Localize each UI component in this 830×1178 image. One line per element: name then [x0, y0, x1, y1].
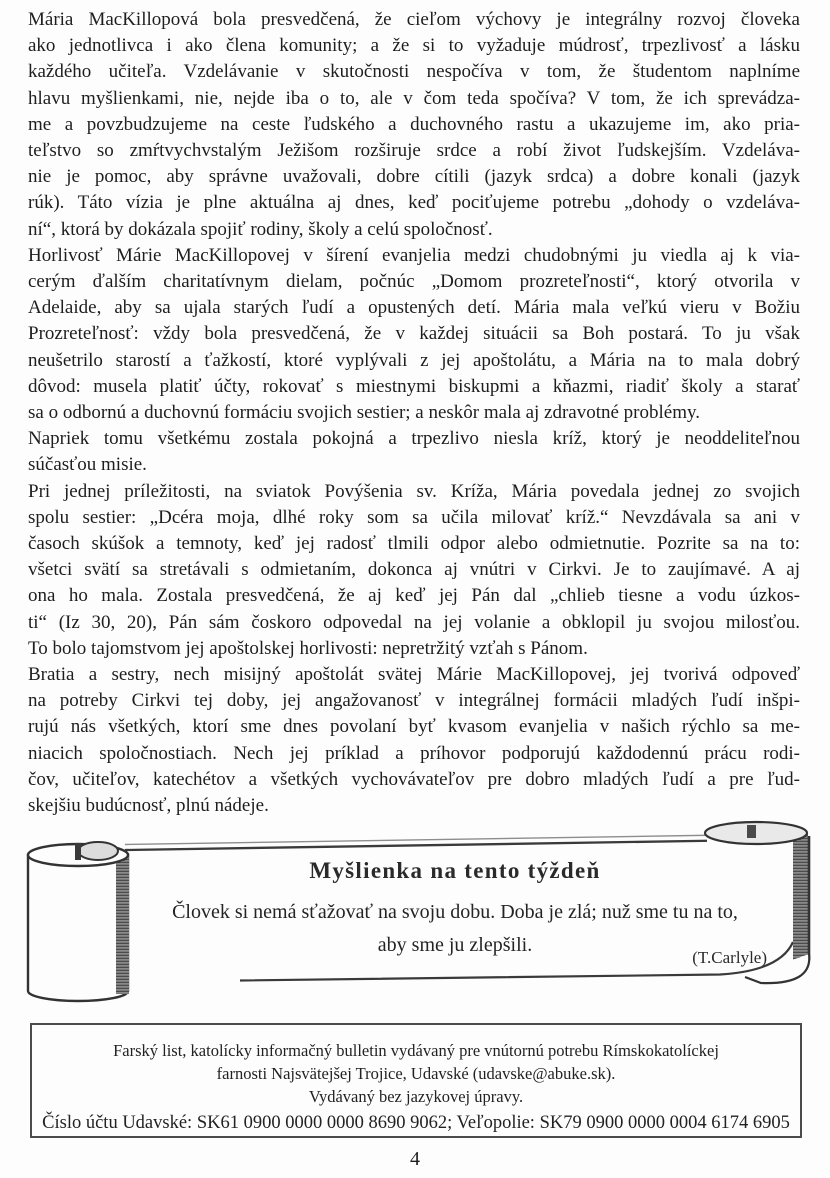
- page-number: 4: [410, 1148, 420, 1170]
- text-line: každého učiteľa. Vzdelávanie v skutočnosti nespočíva v tom, že študentom naplníme: [28, 61, 800, 83]
- text-line: Pri jednej príležitosti, na sviatok Povýšenia sv. Kríža, Mária povedala jednej zo svojich: [28, 480, 800, 502]
- publisher-line: farnosti Najsvätejšej Trojice, Udavské (udavske@abuke.sk).: [216, 1064, 616, 1083]
- account-numbers-line: Číslo účtu Udavské: SK61 0900 0000 0000 8690 9062; Veľopolie: SK79 0900 0000 0004 6174 6905: [42, 1113, 790, 1133]
- text-line: niacich spoločnostiach. Nech jej príklad a príhovor podporujú každodennú prácu rodi-: [28, 742, 800, 764]
- paragraph: [28, 426, 800, 478]
- text-line: ona ho mala. Zostala presvedčená, že aj keď jej Pán dal „chlieb tiesne a vodu úzkos-: [28, 585, 800, 607]
- text-line: všetci svätí sa stretávali s odmietaním, dokonca aj vnútri v Cirkvi. Je to zaujímavé. A aj: [28, 559, 800, 581]
- text-line: Prozreteľnosť: vždy bola presvedčená, že v každej situácii sa Boh postará. To ju však: [28, 323, 800, 345]
- text-line: Mária MacKillopová bola presvedčená, že cieľom výchovy je integrálny rozvoj človeka: [28, 9, 800, 30]
- text-line: neušetrilo starostí a ťažkostí, ktoré vyplývali z jej apoštolátu, a Mária na to mala dobrý: [28, 349, 800, 371]
- text-line: čov, učiteľov, katechétov a všetkých vychovávateľov pre dobro mladých ľudí a pre ľud-: [28, 768, 800, 790]
- text-line: spolu sestier: „Dcéra moja, dlhé roky som sa učila milovať kríž.“ Nevzdávala sa ani v: [28, 506, 800, 528]
- text-line: súčasťou misie.: [28, 454, 147, 476]
- text-line: teľstvo so zmŕtvychvstalým Ježišom rozširuje srdce a robí život ľudskejším. Vzdeláva-: [28, 140, 800, 162]
- text-line: To bolo tajomstvom jej apoštolskej horlivosti: nepretržitý vzťah s Pánom.: [28, 637, 588, 659]
- text-line: cerým ďalším charitatívnym dielam, počnúc „Domom prozreteľnosti“, ktorý otvorila v: [28, 271, 800, 293]
- quote-line: Človek si nemá sťažovať na svoju dobu. Doba je zlá; nuž sme tu na to,: [172, 901, 738, 923]
- text-line: časoch skúšok a temnoty, keď jej radosť tlmili odpor alebo odmietnutie. Pozrite sa na to:: [28, 533, 800, 555]
- publisher-lines: [32, 1039, 800, 1108]
- text-line: skejšiu budúcnosť, plnú nádeje.: [28, 795, 269, 817]
- publisher-info-box: [30, 1023, 802, 1138]
- text-line: nie je pomoc, aby správne uvažovali, dobre cítili (jazyk srdca) a dobre konali (jazyk: [28, 166, 800, 188]
- text-line: sa o odbornú a duchovnú formáciu svojich sestier; a neskôr mala aj zdravotné problémy.: [28, 402, 701, 424]
- quote-line: aby sme ju zlepšili.: [377, 934, 533, 956]
- text-line: dôvod: musela platiť účty, rokovať s miestnymi biskupmi a kňazmi, riadiť školy a starať: [28, 375, 800, 397]
- text-line: me a povzbudzujeme na ceste ľudského a duchovného rastu a ukazujeme im, ako pria-: [28, 113, 800, 135]
- text-line: ti“ (Iz 30, 20), Pán sám čoskoro odpovedal na jej volanie a obklopil ju svojou milosťou.: [28, 611, 800, 633]
- text-line: na potreby Cirkvi tej doby, jej angažovanosť v integrálnej formácii mladých ľudí inšpi-: [28, 690, 800, 712]
- paragraph: [28, 662, 800, 819]
- article-text: [28, 7, 800, 819]
- publisher-line: Vydávaný bez jazykovej úpravy.: [308, 1087, 524, 1106]
- paragraph: [28, 243, 800, 426]
- publisher-line: Farský list, katolícky informačný bulletin vydávaný pre vnútornú potrebu Rímskokatolíckej: [113, 1041, 719, 1060]
- text-line: Bratia a sestry, nech misijný apoštolát svätej Márie MacKillopovej, jej tvorivá odpoveď: [28, 664, 800, 686]
- text-line: hlavu myšlienkami, nie, nejde iba o to, ale v čom teda spočíva? V tom, že ich sprevádza-: [28, 87, 800, 109]
- text-line: Napriek tomu všetkému zostala pokojná a trpezlivo niesla kríž, ktorý je neoddeliteľnou: [28, 428, 800, 450]
- text-line: ako jednotlivca i ako člena komunity; a že si to vyžaduje múdrosť, trpezlivosť a lásku: [28, 35, 800, 57]
- text-line: rúk). Táto vízia je plne aktuálna aj dnes, keď pociťujeme potrebu „dohody o vzdeláva-: [28, 192, 800, 214]
- thought-title: Myšlienka na tento týždeň: [309, 858, 601, 883]
- paragraph: [28, 7, 800, 243]
- text-line: Adelaide, aby sa ujala starých ľudí a opustených detí. Mária mala veľkú vieru v Božiu: [28, 297, 800, 319]
- text-line: rujú nás všetkých, ktorí sme dnes povolaní byť kvasom evanjelia v našich rýchlo sa me-: [28, 716, 800, 738]
- text-line: Horlivosť Márie MacKillopovej v šírení evanjelia medzi chudobnými ju viedla aj k via-: [28, 244, 800, 266]
- thought-of-week-box: [25, 820, 815, 1012]
- text-line: ní“, ktorá by dokázala spojiť rodiny, školy a celú spoločnosť.: [28, 218, 493, 240]
- quote-attribution: (T.Carlyle): [692, 948, 767, 967]
- paragraph: [28, 479, 800, 662]
